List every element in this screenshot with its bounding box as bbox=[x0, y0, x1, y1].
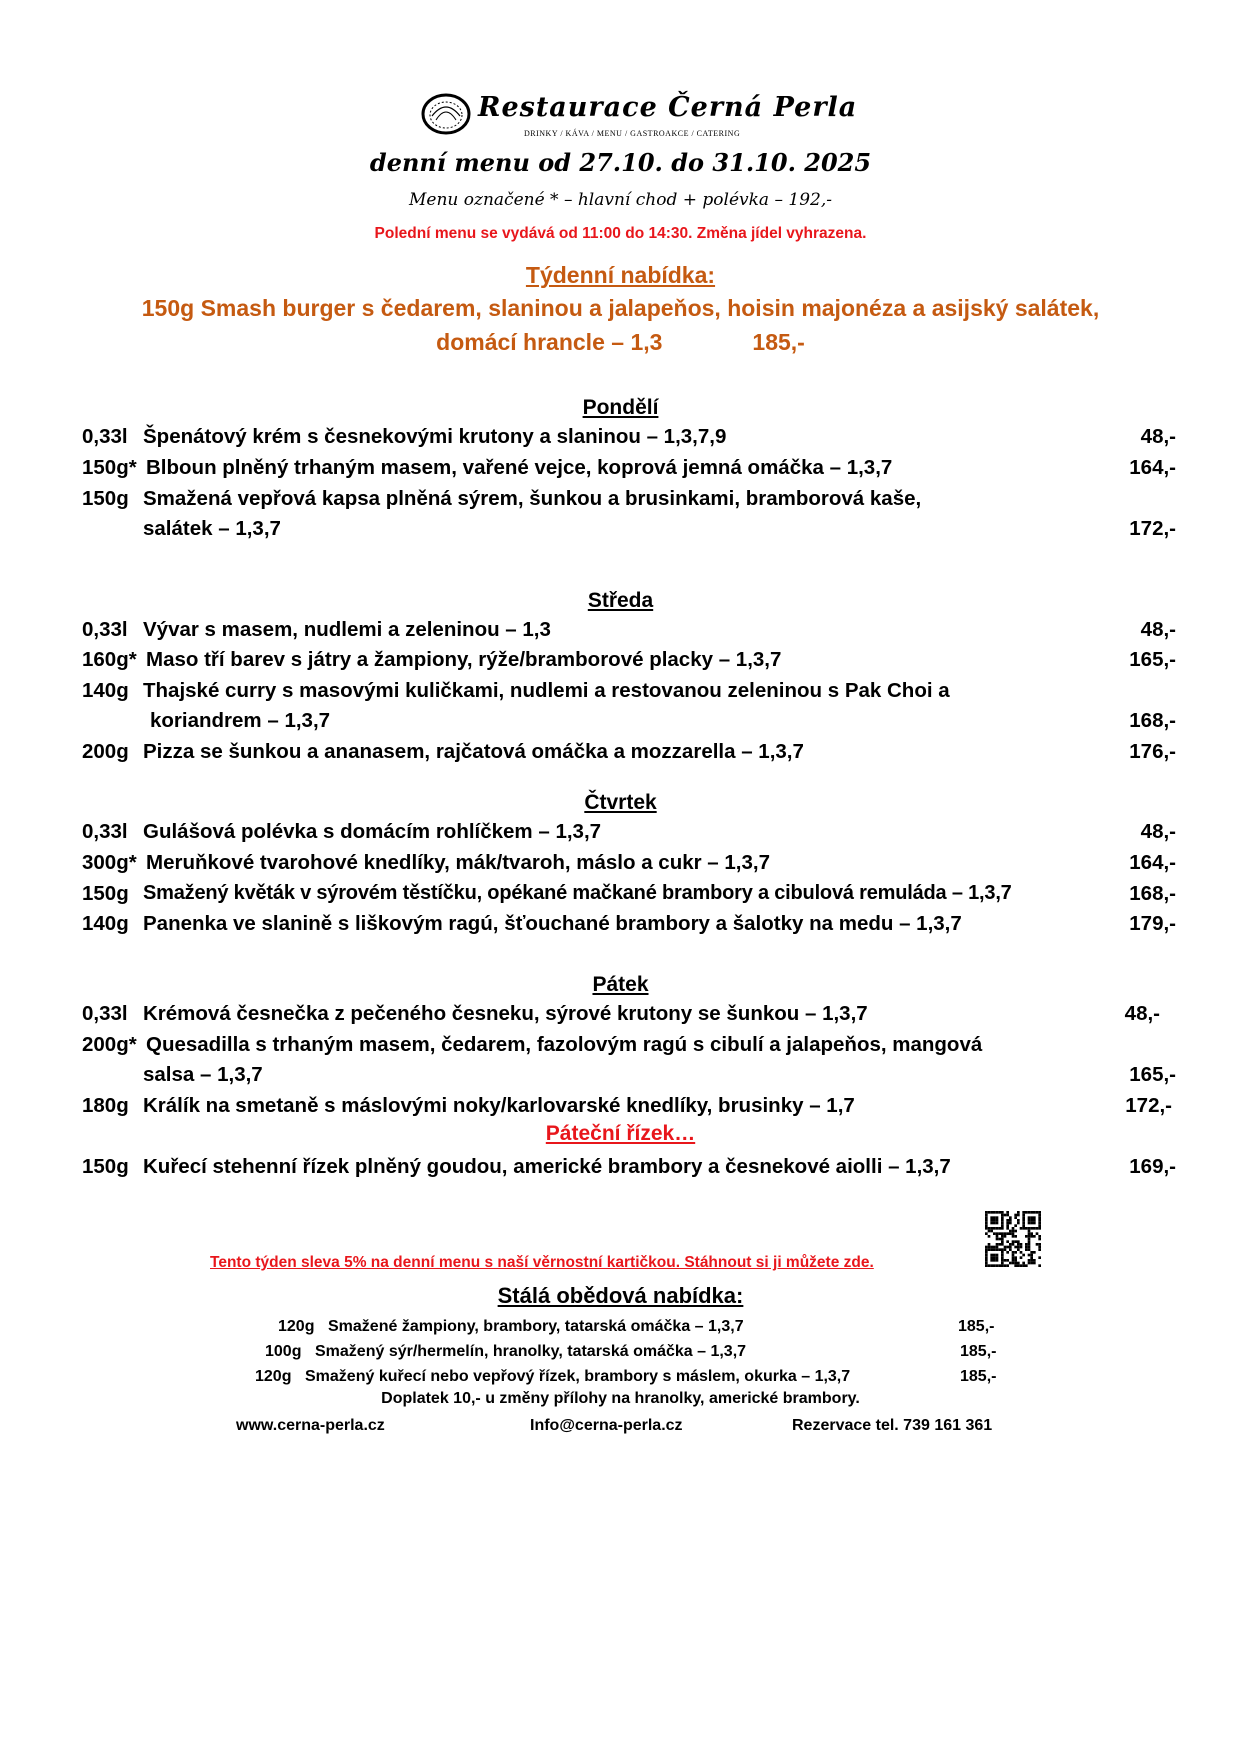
item-text: Kuřecí stehenní řízek plněný goudou, americké brambory a česnekové aiolli – 1,3,7 bbox=[143, 1155, 951, 1178]
item-text-cont: salátek – 1,3,7 bbox=[143, 517, 281, 540]
menu-item bbox=[82, 1033, 1176, 1093]
item-text: Pizza se šunkou a ananasem, rajčatová omáčka a mozzarella – 1,3,7 bbox=[143, 740, 804, 763]
item-text: Panenka ve slanině s liškovým ragú, šťouchané brambory a šalotky na medu – 1,3,7 bbox=[143, 912, 962, 935]
item-price: 48,- bbox=[1140, 820, 1176, 843]
item-price: 176,- bbox=[1129, 740, 1176, 763]
item-weight: 0,33l bbox=[82, 425, 128, 448]
loyalty-link[interactable]: Tento týden sleva 5% na denní menu s naší věrnostní kartičkou. Stáhnout si ji můžete zde. bbox=[210, 1254, 874, 1271]
item-price: 185,- bbox=[960, 1343, 997, 1360]
menu-item bbox=[82, 648, 1176, 678]
day-heading-friday: Pátek bbox=[592, 973, 649, 996]
permanent-item bbox=[278, 1318, 1003, 1340]
item-text-cont: koriandrem – 1,3,7 bbox=[150, 709, 331, 732]
item-weight: 160g* bbox=[82, 648, 137, 671]
permanent-item bbox=[255, 1368, 1005, 1390]
item-weight: 0,33l bbox=[82, 618, 128, 641]
item-weight: 140g bbox=[82, 912, 129, 935]
item-price: 164,- bbox=[1129, 456, 1176, 479]
item-price: 168,- bbox=[1129, 882, 1176, 905]
menu-item bbox=[82, 487, 1176, 547]
restaurant-name: Restaurace Černá Perla bbox=[478, 92, 858, 123]
menu-item bbox=[82, 618, 1176, 648]
day-heading-monday: Pondělí bbox=[582, 396, 659, 419]
item-price: 185,- bbox=[960, 1368, 997, 1385]
weekly-offer-line1: 150g Smash burger s čedarem, slaninou a jalapeňos, hoisin majonéza a asijský salátek, bbox=[141, 295, 1100, 321]
menu-item bbox=[82, 425, 1176, 455]
weekly-offer-text: domácí hrancle – 1,3 bbox=[436, 329, 663, 355]
item-weight: 180g bbox=[82, 1094, 129, 1117]
menu-item bbox=[82, 912, 1176, 942]
permanent-item bbox=[265, 1343, 1005, 1365]
item-weight: 120g bbox=[278, 1318, 315, 1335]
weekly-offer-line2 bbox=[0, 329, 1241, 356]
item-text: Vývar s masem, nudlemi a zeleninou – 1,3 bbox=[143, 618, 551, 641]
menu-item bbox=[82, 679, 1176, 739]
item-price: 172,- bbox=[1125, 1094, 1172, 1117]
item-text: Gulášová polévka s domácím rohlíčkem – 1,3,7 bbox=[143, 820, 602, 843]
item-price: 48,- bbox=[1140, 618, 1176, 641]
item-weight: 0,33l bbox=[82, 820, 128, 843]
item-price: 185,- bbox=[958, 1318, 995, 1335]
item-text-cont: salsa – 1,3,7 bbox=[143, 1063, 263, 1086]
item-text: Smažený květák v sýrovém těstíčku, opékané mačkané brambory a cibulová remuláda – 1,3,7 bbox=[143, 882, 1012, 904]
friday-special-title: Páteční řízek… bbox=[545, 1122, 696, 1145]
website-link[interactable]: www.cerna-perla.cz bbox=[236, 1417, 385, 1434]
item-weight: 150g bbox=[82, 1155, 129, 1178]
item-price: 164,- bbox=[1129, 851, 1176, 874]
menu-item bbox=[82, 1002, 1172, 1032]
item-text: Maso tří barev s játry a žampiony, rýže/bramborové placky – 1,3,7 bbox=[146, 648, 782, 671]
item-weight: 150g bbox=[82, 487, 129, 510]
menu-item bbox=[82, 456, 1176, 486]
item-price: 48,- bbox=[1124, 1002, 1160, 1025]
pearl-shell-icon bbox=[420, 90, 480, 138]
weekly-offer-title: Týdenní nabídka: bbox=[525, 262, 716, 288]
menu-dates: denní menu od 27.10. do 31.10. 2025 bbox=[369, 148, 872, 177]
item-price: 179,- bbox=[1129, 912, 1176, 935]
item-weight: 200g* bbox=[82, 1033, 137, 1056]
menu-item bbox=[82, 820, 1176, 850]
menu-item bbox=[82, 1094, 1172, 1124]
item-weight: 0,33l bbox=[82, 1002, 128, 1025]
item-weight: 150g bbox=[82, 882, 129, 905]
email-link[interactable]: Info@cerna-perla.cz bbox=[530, 1417, 683, 1434]
item-text: Špenátový krém s česnekovými krutony a slaninou – 1,3,7,9 bbox=[143, 425, 727, 448]
item-text: Smažené žampiony, brambory, tatarská omáčka – 1,3,7 bbox=[328, 1318, 744, 1335]
menu-item bbox=[82, 882, 1176, 912]
item-text: Blboun plněný trhaným masem, vařené vejce, koprová jemná omáčka – 1,3,7 bbox=[146, 456, 893, 479]
restaurant-tagline: DRINKY / KÁVA / MENU / GASTROAKCE / CATERING bbox=[524, 129, 741, 138]
item-text: Thajské curry s masovými kuličkami, nudlemi a restovanou zeleninou s Pak Choi a bbox=[143, 679, 950, 702]
item-price: 169,- bbox=[1129, 1155, 1176, 1178]
item-weight: 300g* bbox=[82, 851, 137, 874]
combo-note: Menu označené * – hlavní chod + polévka – 192,- bbox=[409, 190, 832, 210]
item-text: Smažený kuřecí nebo vepřový řízek, brambory s máslem, okurka – 1,3,7 bbox=[305, 1368, 851, 1385]
logo bbox=[420, 90, 880, 142]
reservation-phone: Rezervace tel. 739 161 361 bbox=[792, 1417, 993, 1434]
item-text: Quesadilla s trhaným masem, čedarem, fazolovým ragú s cibulí a jalapeňos, mangová bbox=[146, 1033, 983, 1056]
item-price: 172,- bbox=[1129, 517, 1176, 540]
item-price: 165,- bbox=[1129, 1063, 1176, 1086]
item-text: Smažená vepřová kapsa plněná sýrem, šunkou a brusinkami, bramborová kaše, bbox=[143, 487, 922, 510]
item-text: Meruňkové tvarohové knedlíky, mák/tvaroh, máslo a cukr – 1,3,7 bbox=[146, 851, 770, 874]
menu-item bbox=[82, 740, 1176, 770]
menu-item bbox=[82, 851, 1176, 881]
item-text: Králík na smetaně s máslovými noky/karlovarské knedlíky, brusinky – 1,7 bbox=[143, 1094, 855, 1117]
side-dish-surcharge: Doplatek 10,- u změny přílohy na hranolky, americké brambory. bbox=[381, 1390, 860, 1407]
item-weight: 100g bbox=[265, 1343, 302, 1360]
item-price: 168,- bbox=[1129, 709, 1176, 732]
item-weight: 140g bbox=[82, 679, 129, 702]
day-heading-wednesday: Středa bbox=[587, 589, 654, 612]
serving-notice: Polední menu se vydává od 11:00 do 14:30. Změna jídel vyhrazena. bbox=[374, 225, 867, 242]
item-weight: 120g bbox=[255, 1368, 292, 1385]
permanent-offer-title: Stálá obědová nabídka: bbox=[497, 1283, 744, 1308]
item-text: Smažený sýr/hermelín, hranolky, tatarská omáčka – 1,3,7 bbox=[315, 1343, 747, 1360]
day-heading-thursday: Čtvrtek bbox=[584, 791, 657, 814]
menu-item bbox=[82, 1155, 1176, 1185]
item-weight: 150g* bbox=[82, 456, 137, 479]
weekly-offer-price: 185,- bbox=[752, 329, 805, 355]
qr-code-icon[interactable] bbox=[985, 1211, 1041, 1267]
item-price: 165,- bbox=[1129, 648, 1176, 671]
item-price: 48,- bbox=[1140, 425, 1176, 448]
item-text: Krémová česnečka z pečeného česneku, sýrové krutony se šunkou – 1,3,7 bbox=[143, 1002, 868, 1025]
item-weight: 200g bbox=[82, 740, 129, 763]
